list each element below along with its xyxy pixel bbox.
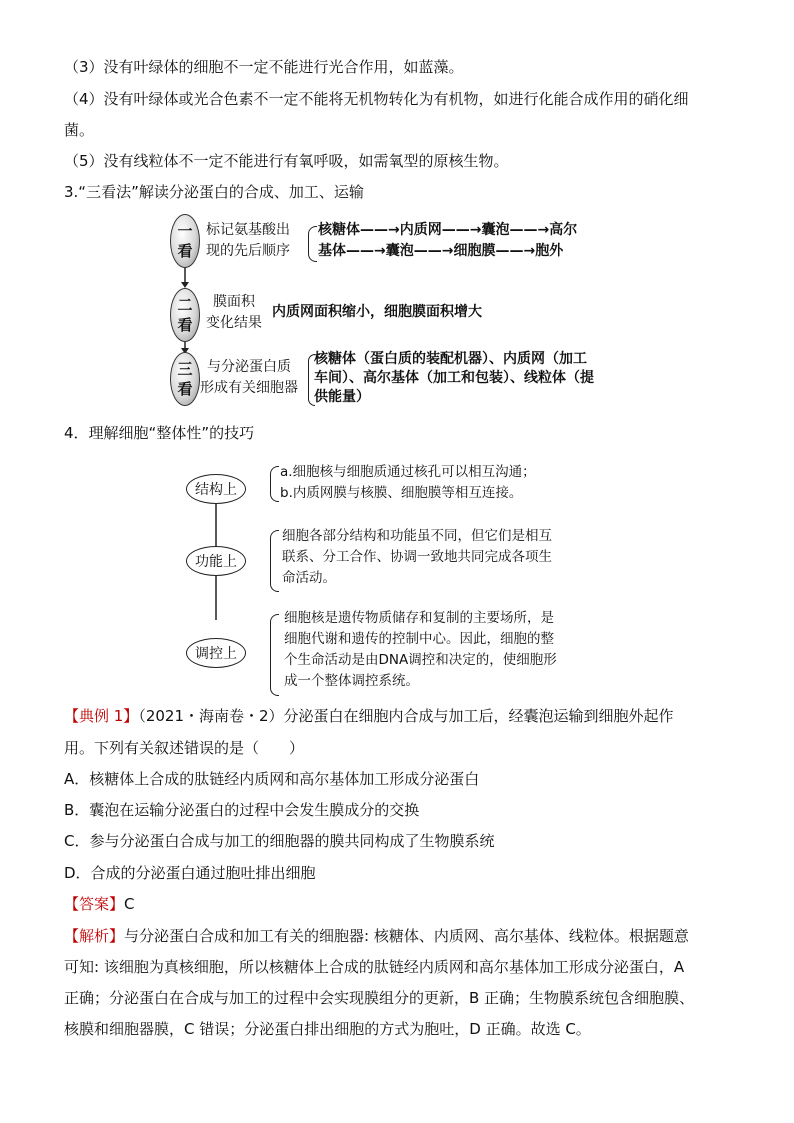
look-3-detail-line3: 供能量） [314, 389, 370, 405]
section-4-title: 4．理解细胞“整体性”的技巧 [64, 424, 255, 442]
control-text-line1: 细胞核是遗传物质储存和复制的主要场所，是 [284, 610, 554, 626]
para-4-line1: （4）没有叶绿体或光合色素不一定不能将无机物转化为有机物，如进行化能合成作用的硝化细 [64, 90, 689, 108]
look-2-label-line1: 膜面积 [213, 294, 255, 310]
look-3-label-line1: 与分泌蛋白质 [207, 359, 291, 375]
look-3-badge [170, 352, 200, 406]
look-3-badge-top: 三 [177, 360, 193, 378]
control-bracket [270, 614, 279, 696]
look-2-badge-bottom: 看 [177, 316, 193, 334]
look-3-badge-bottom: 看 [177, 380, 193, 398]
analysis-text-1: 与分泌蛋白合成和加工有关的细胞器: 核糖体、内质网、高尔基体、线粒体。根据题意 [124, 927, 689, 945]
control-oval: 调控上 [186, 638, 246, 668]
function-oval: 功能上 [186, 546, 246, 576]
look-1-label [206, 220, 290, 262]
structure-text-line2: b.内质网膜与核膜、细胞膜等相互连接。 [280, 485, 523, 501]
example-stem-line1 [64, 705, 674, 727]
para-3: （3）没有叶绿体的细胞不一定不能进行光合作用，如蓝藻。 [64, 58, 464, 76]
look-2-label [206, 292, 262, 334]
example-stem-line2: 用。下列有关叙述错误的是（ ） [64, 739, 305, 757]
look-2-badge [170, 288, 200, 342]
analysis-tag: 【解析】 [64, 927, 125, 945]
answer-value: C [124, 895, 135, 913]
option-c: C．参与分泌蛋白合成与加工的细胞器的膜共同构成了生物膜系统 [64, 832, 495, 850]
look-3-detail-line2: 车间）、高尔基体（加工和包装）、线粒体（提 [314, 370, 594, 386]
structure-text-line1: a.细胞核与细胞质通过核孔可以相互沟通； [280, 464, 536, 480]
look-2-label-line2: 变化结果 [206, 315, 262, 331]
structure-bracket [270, 466, 279, 502]
option-b: B．囊泡在运输分泌蛋白的过程中会发生膜成分的交换 [64, 801, 420, 819]
look-1-badge-top: 一 [177, 222, 193, 240]
look-1-bracket [308, 226, 317, 262]
function-bracket [270, 530, 279, 592]
look-3-label [200, 357, 298, 399]
analysis-line2: 可知: 该细胞为真核细胞，所以核糖体上合成的肽链经内质网和高尔基体加工形成分泌蛋白，A [64, 958, 685, 976]
function-text-line2: 联系、分工合作、协调一致地共同完成各项生 [282, 549, 552, 565]
structure-text [280, 462, 536, 504]
look-1-path-line2: 基体——→囊泡——→细胞膜——→胞外 [318, 243, 564, 259]
control-text-line2: 细胞代谢和遗传的控制中心。因此，细胞的整 [284, 631, 554, 647]
option-d: D．合成的分泌蛋白通过胞吐排出细胞 [64, 864, 316, 882]
para-5: （5）没有线粒体不一定不能进行有氧呼吸，如需氧型的原核生物。 [64, 152, 509, 170]
look-3-label-line2: 形成有关细胞器 [200, 380, 298, 396]
control-text-line4: 成一个整体调控系统。 [284, 673, 419, 689]
look-1-badge [170, 214, 200, 268]
control-text [284, 608, 557, 692]
look-1-label-line1: 标记氨基酸出 [206, 222, 290, 238]
example-stem-a: （2021・海南卷・2）分泌蛋白在细胞内合成与加工后，经囊泡运输到细胞外起作 [138, 707, 674, 725]
analysis-line4: 核膜和细胞器膜，C 错误；分泌蛋白排出细胞的方式为胞吐，D 正确。故选 C。 [64, 1020, 591, 1038]
look-1-path [318, 220, 577, 262]
function-text-line1: 细胞各部分结构和功能虽不同，但它们是相互 [282, 528, 552, 544]
look-1-path-line1: 核糖体——→内质网——→囊泡——→高尔 [318, 222, 578, 238]
look-3-detail [314, 350, 594, 407]
look-1-label-line2: 现的先后顺序 [206, 243, 290, 259]
look-2-badge-top: 二 [177, 296, 193, 314]
function-text [282, 526, 552, 589]
section-3-title: 3.“三看法”解读分泌蛋白的合成、加工、运输 [64, 183, 364, 201]
example-tag: 【典例 1】 [64, 707, 139, 725]
look-1-badge-bottom: 看 [177, 242, 193, 260]
function-text-line3: 命活动。 [282, 570, 336, 586]
look-2-result: 内质网面积缩小，细胞膜面积增大 [272, 304, 482, 320]
para-4-line2: 菌。 [64, 121, 95, 139]
answer-tag: 【答案】 [64, 895, 125, 913]
look-3-detail-line1: 核糖体（蛋白质的装配机器）、内质网（加工 [314, 351, 587, 367]
control-text-line3: 个生命活动是由DNA调控和决定的，使细胞形 [284, 652, 557, 668]
option-a: A．核糖体上合成的肽链经内质网和高尔基体加工形成分泌蛋白 [64, 770, 480, 788]
analysis-line3: 正确；分泌蛋白在合成与加工的过程中会实现膜组分的更新，B 正确；生物膜系统包含细胞膜、 [64, 989, 695, 1007]
answer-line [64, 893, 135, 915]
structure-oval: 结构上 [186, 474, 246, 504]
analysis-line1 [64, 925, 689, 947]
